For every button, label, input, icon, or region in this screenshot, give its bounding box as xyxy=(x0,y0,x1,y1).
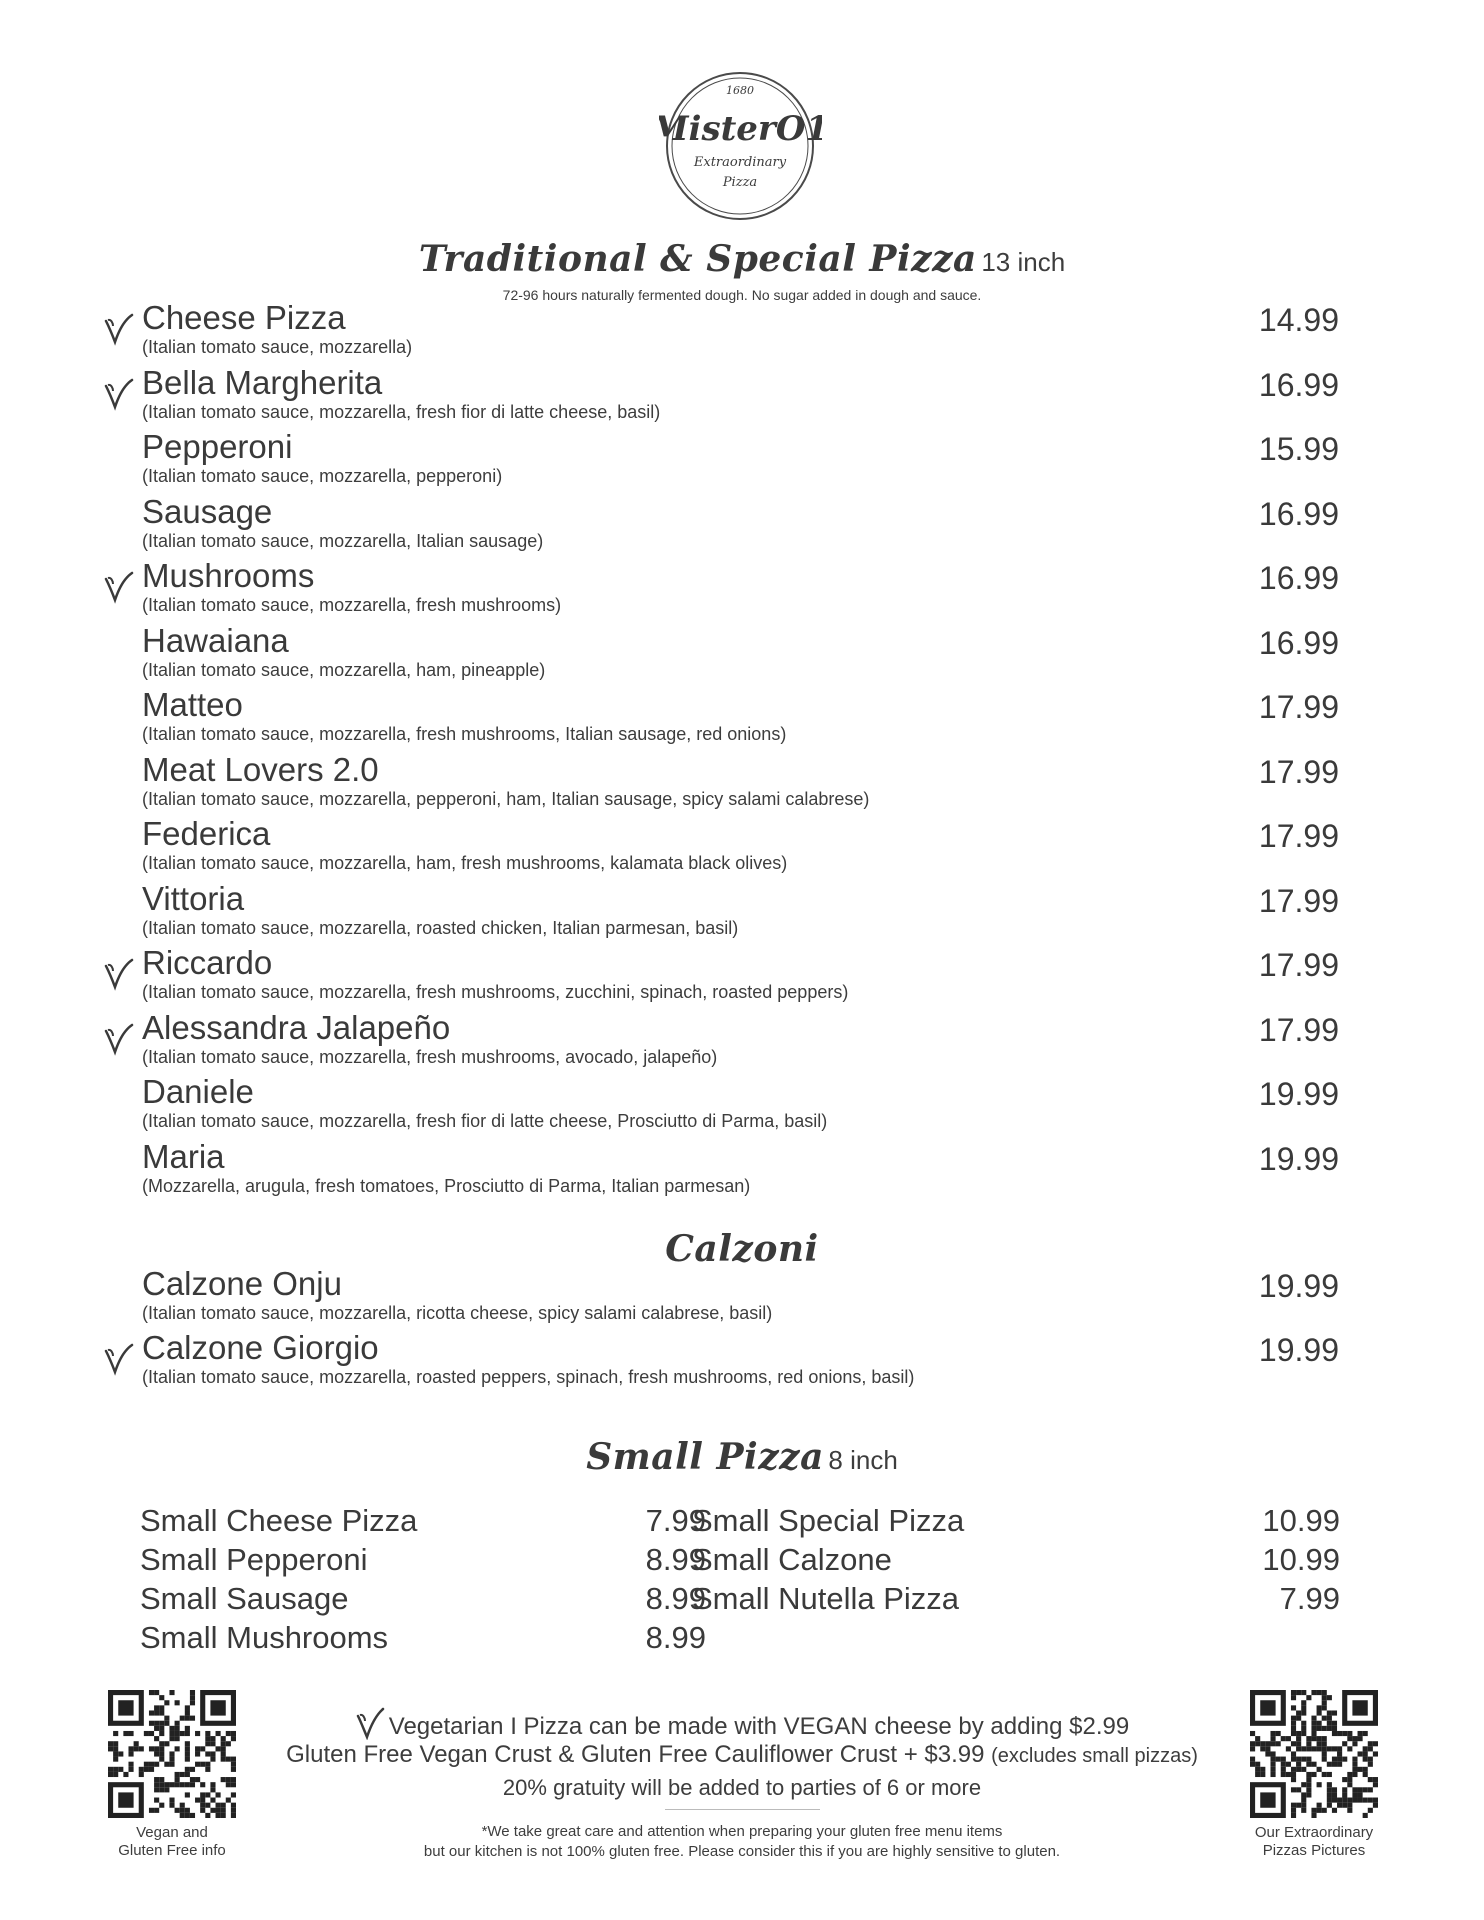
menu-item xyxy=(0,492,1484,556)
small-pizza-name: Small Cheese Pizza xyxy=(140,1503,418,1538)
small-pizza-heading xyxy=(0,1436,1484,1478)
qr-left-caption-line2: Gluten Free info xyxy=(118,1842,226,1859)
menu-item-price: 16.99 xyxy=(1258,560,1339,596)
menu-item xyxy=(0,1137,1484,1201)
dough-note: 72-96 hours naturally fermented dough. No sugar added in dough and sauce. xyxy=(502,287,982,303)
vegetarian-icon xyxy=(103,1022,135,1056)
menu-item xyxy=(0,750,1484,814)
gluten-free-note xyxy=(0,1741,1484,1769)
menu-item xyxy=(0,427,1484,491)
menu-item-price: 17.99 xyxy=(1258,1011,1339,1048)
menu-item-price: 17.99 xyxy=(1258,753,1339,790)
small-pizza-name: Small Sausage xyxy=(140,1581,349,1616)
logo-tagline-1: Extraordinary xyxy=(693,155,787,170)
menu-item-name: Calzone Onju xyxy=(142,1265,342,1302)
small-pizza-name: Small Calzone xyxy=(692,1542,892,1577)
menu-item-name: Meat Lovers 2.0 xyxy=(142,750,379,788)
menu-item-price: 16.99 xyxy=(1258,495,1339,532)
menu-item-description: (Italian tomato sauce, mozzarella, fresh mushrooms, zucchini, spinach, roasted peppers) xyxy=(142,982,849,1002)
menu-item-name: Maria xyxy=(142,1137,225,1175)
small-pizza-price: 7.99 xyxy=(1279,1581,1340,1616)
calzoni-heading xyxy=(0,1228,1484,1270)
menu-item-price: 19.99 xyxy=(1258,1140,1339,1177)
menu-item-description: (Italian tomato sauce, mozzarella, fresh mushrooms, avocado, jalapeño) xyxy=(142,1046,718,1067)
menu-item-name: Vittoria xyxy=(142,879,245,917)
vegetarian-note xyxy=(0,1706,1484,1741)
small-pizza-item xyxy=(692,1580,1340,1618)
menu-item-description: (Italian tomato sauce, mozzarella, roasted chicken, Italian parmesan, basil) xyxy=(142,917,739,938)
menu-item-description: (Italian tomato sauce, mozzarella) xyxy=(142,337,413,357)
logo-name: MisterO1 xyxy=(659,109,822,149)
small-pizza-item xyxy=(140,1619,706,1657)
logo xyxy=(659,68,822,224)
vegetarian-icon xyxy=(103,957,135,991)
vegetarian-icon xyxy=(103,377,135,411)
small-pizza-item xyxy=(140,1541,706,1579)
menu-item-description: (Italian tomato sauce, mozzarella, fresh fior di latte cheese, basil) xyxy=(142,401,661,422)
small-pizza-size: 8 inch xyxy=(828,1445,898,1475)
small-pizza-title: Small Pizza xyxy=(586,1436,824,1478)
small-pizza-price: 8.99 xyxy=(645,1581,706,1616)
small-pizza-name: Small Special Pizza xyxy=(692,1503,965,1538)
gratuity-note: 20% gratuity will be added to parties of 6 or more xyxy=(502,1775,982,1800)
menu-item xyxy=(0,685,1484,749)
small-pizza-price: 7.99 xyxy=(645,1503,706,1538)
menu-item-price: 17.99 xyxy=(1258,689,1339,725)
menu-item-description: (Italian tomato sauce, mozzarella, ricotta cheese, spicy salami calabrese, basil) xyxy=(142,1303,773,1323)
menu-item xyxy=(0,298,1484,362)
menu-item-price: 15.99 xyxy=(1258,431,1339,467)
menu-item-price: 19.99 xyxy=(1258,1268,1339,1304)
disclaimer xyxy=(0,1822,1484,1862)
menu-item-description: (Italian tomato sauce, mozzarella, ham, pineapple) xyxy=(142,659,546,680)
menu-item-name: Calzone Giorgio xyxy=(142,1329,379,1366)
small-pizza-price: 10.99 xyxy=(1262,1542,1340,1577)
menu-item xyxy=(0,621,1484,685)
small-pizza-price: 8.99 xyxy=(645,1542,706,1577)
menu-item-description: (Italian tomato sauce, mozzarella, roasted peppers, spinach, fresh mushrooms, red onions, basil) xyxy=(142,1367,915,1387)
disclaimer-line1: *We take great care and attention when preparing your gluten free menu items xyxy=(481,1823,1003,1840)
menu-item-name: Matteo xyxy=(142,686,243,723)
small-pizza-price: 8.99 xyxy=(645,1620,706,1655)
menu-item-price: 16.99 xyxy=(1258,366,1339,403)
menu-item xyxy=(0,1072,1484,1136)
vegetarian-icon xyxy=(103,1342,135,1376)
menu-item xyxy=(0,1328,1484,1392)
menu-item-description: (Italian tomato sauce, mozzarella, pepperoni) xyxy=(142,466,503,486)
menu-item-description: (Italian tomato sauce, mozzarella, Italian sausage) xyxy=(142,530,544,551)
menu-item-name: Hawaiana xyxy=(142,621,289,659)
small-pizza-item xyxy=(140,1580,706,1618)
menu-item xyxy=(0,1008,1484,1072)
small-pizza-price: 10.99 xyxy=(1262,1503,1340,1538)
menu-item-name: Riccardo xyxy=(142,944,273,981)
menu-item xyxy=(0,943,1484,1007)
menu-item-price: 16.99 xyxy=(1258,624,1339,661)
vegetarian-icon xyxy=(103,570,135,604)
traditional-heading xyxy=(0,238,1484,280)
menu-item-description: (Mozzarella, arugula, fresh tomatoes, Prosciutto di Parma, Italian parmesan) xyxy=(142,1175,751,1196)
menu-item xyxy=(0,363,1484,427)
menu-item-price: 17.99 xyxy=(1258,882,1339,919)
disclaimer-line2: but our kitchen is not 100% gluten free. Please consider this if you are highly sensitive to gluten. xyxy=(423,1843,1061,1860)
qr-right-caption-line1: Our Extraordinary xyxy=(1254,1824,1374,1841)
menu-item-description: (Italian tomato sauce, mozzarella, fresh mushrooms) xyxy=(142,595,562,615)
gluten-free-text: Gluten Free Vegan Crust & Gluten Free Cauliflower Crust + $3.99 xyxy=(286,1741,985,1768)
menu-item xyxy=(0,879,1484,943)
vegetarian-note-text: Vegetarian I Pizza can be made with VEGAN cheese by adding $2.99 xyxy=(388,1713,1130,1740)
qr-left-caption-line1: Vegan and xyxy=(136,1824,208,1841)
menu-item-price: 17.99 xyxy=(1258,947,1339,983)
small-pizza-item xyxy=(692,1541,1340,1579)
menu-item-price: 19.99 xyxy=(1258,1332,1339,1368)
qr-right-caption-line2: Pizzas Pictures xyxy=(1262,1842,1366,1859)
menu-item-name: Federica xyxy=(142,815,271,852)
small-pizza-name: Small Mushrooms xyxy=(140,1620,389,1655)
traditional-title: Traditional & Special Pizza xyxy=(418,238,977,280)
menu-item-description: (Italian tomato sauce, mozzarella, fresh fior di latte cheese, Prosciutto di Parma, basil) xyxy=(142,1111,828,1131)
menu-item-description: (Italian tomato sauce, mozzarella, fresh mushrooms, Italian sausage, red onions) xyxy=(142,724,787,744)
small-pizza-name: Small Pepperoni xyxy=(140,1542,368,1577)
menu-item-description: (Italian tomato sauce, mozzarella, ham, fresh mushrooms, kalamata black olives) xyxy=(142,853,788,873)
small-pizza-item xyxy=(140,1502,706,1540)
menu-item xyxy=(0,814,1484,878)
menu-item xyxy=(0,556,1484,620)
menu-item-price: 14.99 xyxy=(1258,302,1339,338)
menu-item xyxy=(0,1264,1484,1328)
small-pizza-name: Small Nutella Pizza xyxy=(692,1581,960,1616)
menu-item-name: Pepperoni xyxy=(142,428,293,465)
menu-item-name: Bella Margherita xyxy=(142,363,383,401)
gluten-free-exclusion: (excludes small pizzas) xyxy=(991,1745,1198,1767)
menu-item-name: Cheese Pizza xyxy=(142,299,346,336)
small-pizza-item xyxy=(692,1502,1340,1540)
menu-item-name: Sausage xyxy=(142,492,273,530)
vegetarian-icon xyxy=(103,312,135,346)
menu-item-description: (Italian tomato sauce, mozzarella, pepperoni, ham, Italian sausage, spicy salami calabrese) xyxy=(142,788,870,809)
calzoni-title: Calzoni xyxy=(665,1228,819,1270)
menu-item-name: Alessandra Jalapeño xyxy=(142,1008,451,1046)
divider xyxy=(665,1809,820,1810)
menu-item-price: 19.99 xyxy=(1258,1076,1339,1112)
menu-item-price: 17.99 xyxy=(1258,818,1339,854)
menu-item-name: Daniele xyxy=(142,1073,254,1110)
traditional-size: 13 inch xyxy=(981,247,1066,277)
logo-year: 1680 xyxy=(726,84,754,97)
logo-tagline-2: Pizza xyxy=(722,175,758,190)
menu-item-name: Mushrooms xyxy=(142,557,315,594)
leaf-v-icon xyxy=(355,1706,385,1740)
